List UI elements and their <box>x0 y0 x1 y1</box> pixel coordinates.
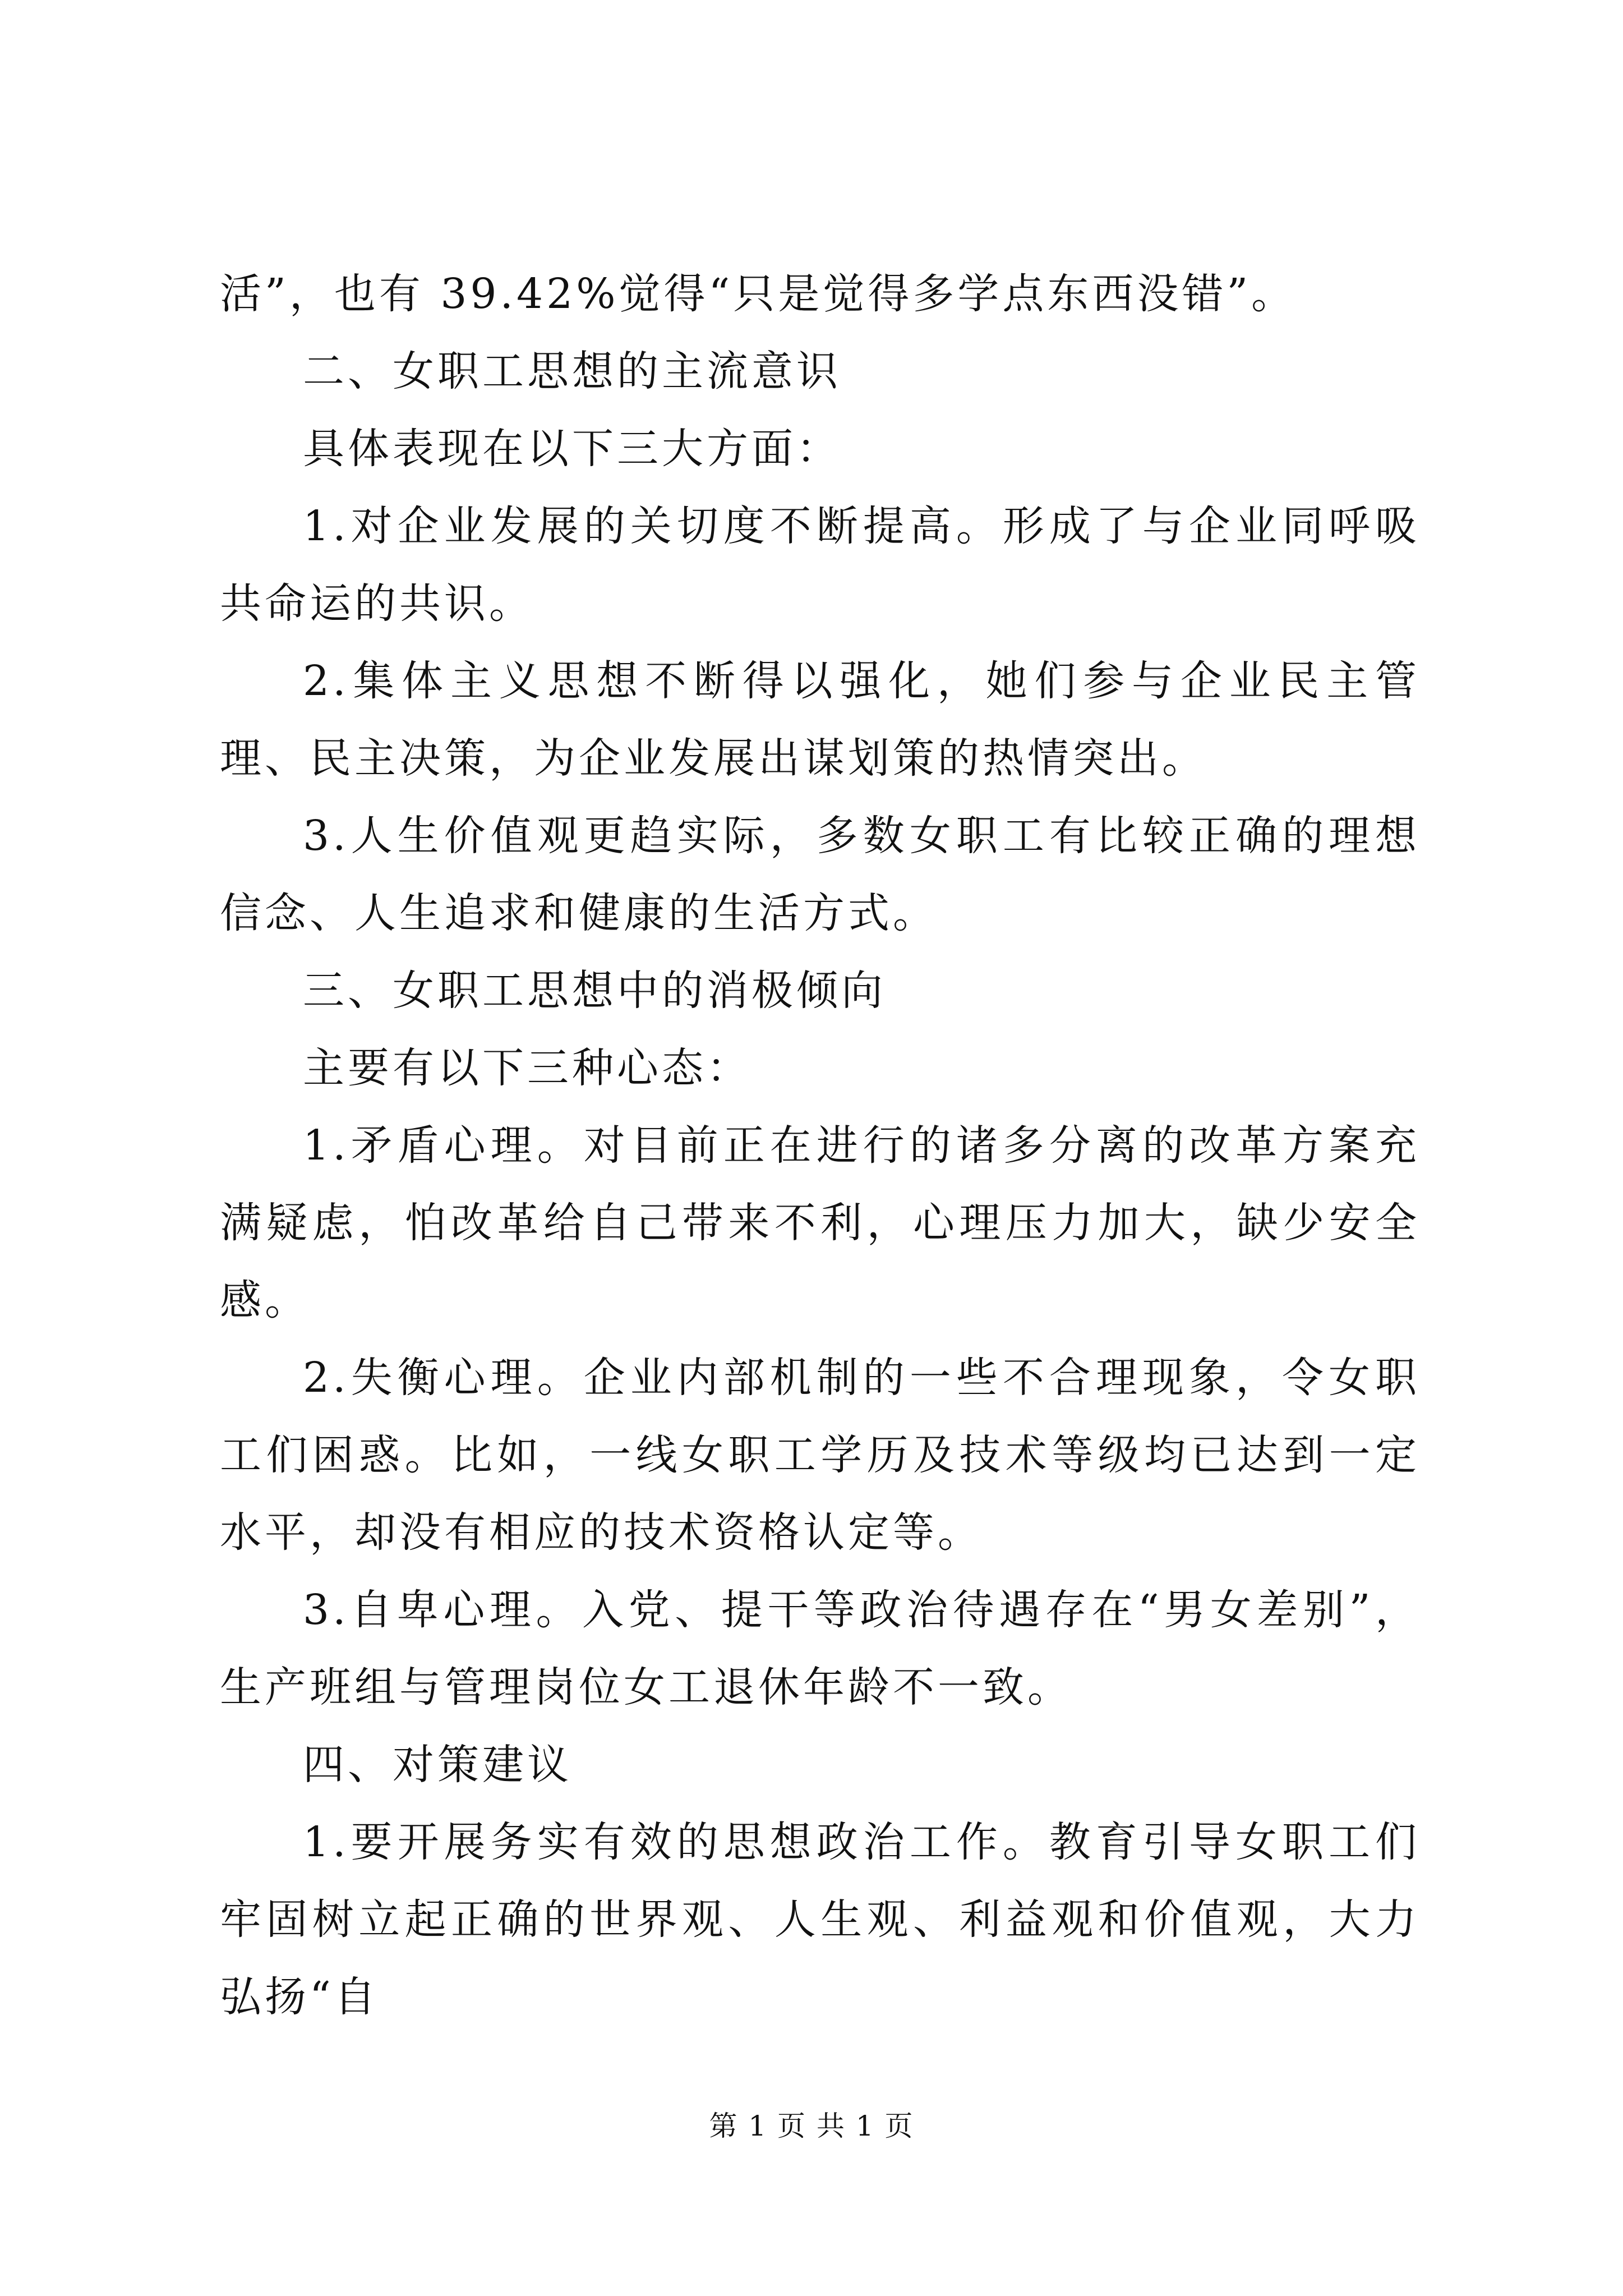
section-heading-4: 四、对策建议 <box>303 1741 572 1789</box>
document-body <box>220 255 1420 2036</box>
paragraph-item-2-1: 1.对企业发展的关切度不断提高。形成了与企业同呼吸共命运的共识。 <box>220 502 1420 628</box>
paragraph-intro-3: 主要有以下三种心态： <box>303 1044 751 1092</box>
paragraph-item-2-3: 3.人生价值观更趋实际，多数女职工有比较正确的理想信念、人生追求和健康的生活方式。 <box>220 812 1420 937</box>
paragraph-item-4-1: 1.要开展务实有效的思想政治工作。教育引导女职工们牢固树立起正确的世界观、人生观、利益观和价值观，大力弘扬“自 <box>220 1818 1420 2021</box>
paragraph-item-3-3: 3.自卑心理。入党、提干等政治待遇存在“男女差别”，生产班组与管理岗位女工退休年龄不一致。 <box>220 1586 1420 1711</box>
paragraph-item-3-2: 2.失衡心理。企业内部机制的一些不合理现象，令女职工们困惑。比如，一线女职工学历及技术等级均已达到一定水平，却没有相应的技术资格认定等。 <box>220 1354 1420 1557</box>
section-heading-2: 二、女职工思想的主流意识 <box>303 347 841 395</box>
section-heading-3: 三、女职工思想中的消极倾向 <box>303 967 886 1015</box>
paragraph-continuation: 活”，也有 39.42%觉得“只是觉得多学点东西没错”。 <box>220 270 1297 318</box>
paragraph-item-2-2: 2.集体主义思想不断得以强化，她们参与企业民主管理、民主决策，为企业发展出谋划策的热情突出。 <box>220 657 1420 783</box>
paragraph-intro-2: 具体表现在以下三大方面： <box>303 425 841 473</box>
paragraph-item-3-1: 1.矛盾心理。对目前正在进行的诸多分离的改革方案充满疑虑，怕改革给自己带来不利，心理压力加大，缺少安全感。 <box>220 1121 1420 1324</box>
page-footer: 第 1 页 共 1 页 <box>709 2110 914 2142</box>
